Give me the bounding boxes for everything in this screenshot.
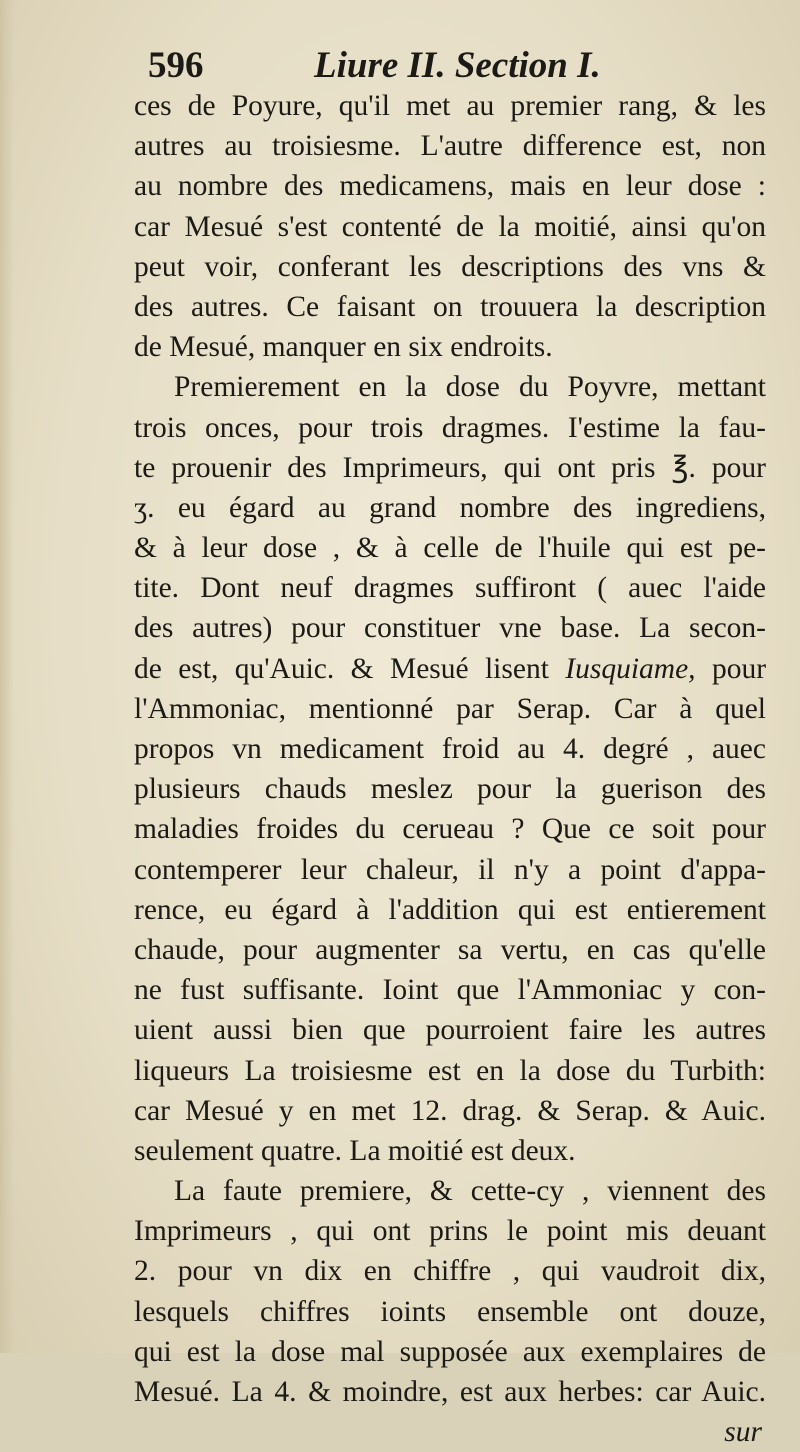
text-line: chaude, pour augmenter sa vertu, en cas qu'elle (134, 933, 766, 966)
text-line-with-italic (134, 649, 766, 689)
text-line: car Mesué s'est contenté de la moitié, ainsi qu'on (134, 210, 766, 243)
text-segment: pour (711, 652, 767, 685)
text-line: Mesué. La 4. & moindre, est aux herbes: car Auic. (134, 1376, 766, 1408)
text-segment: de est, qu'Auic. & Mesué lisent (134, 652, 549, 685)
text-line: car Mesué y en met 12. drag. & Serap. & Auic. (134, 1094, 766, 1127)
text-line: contemperer leur chaleur, il n'y a point d'appa- (134, 853, 766, 886)
text-line: des autres) pour constituer vne base. La secon- (134, 612, 766, 645)
page-number: 596 (148, 45, 204, 86)
text-line: des autres. Ce faisant on trouuera la description (134, 290, 766, 323)
text-line: propos vn medicament froid au 4. degré , auec (134, 733, 766, 765)
text-line: 2. pour vn dix en chiffre , qui vaudroit dix, (134, 1255, 766, 1288)
text-line: & à leur dose , & à celle de l'huile qui est pe- (134, 532, 766, 565)
text-line: au nombre des medicamens, mais en leur dose : (134, 170, 766, 203)
text-line: uient aussi bien que pourroient faire les autres (134, 1014, 766, 1047)
page-header-title: Liure II. Section I. (314, 45, 601, 86)
text-line: liqueurs La troisiesme est en la dose du Turbith: (134, 1054, 766, 1087)
text-line: qui est la dose mal supposée aux exemplaires de (134, 1335, 766, 1368)
page-edge-shadow (0, 0, 14, 1353)
text-line: plusieurs chauds meslez pour la guerison des (134, 773, 766, 806)
text-line: rence, eu égard à l'addition qui est entierement (134, 893, 766, 926)
text-line: ces de Poyure, qu'il met au premier rang, & les (134, 90, 766, 122)
text-line: La faute premiere, & cette-cy , viennent des (174, 1175, 766, 1208)
text-line: maladies froides du cerueau ? Que ce soit pour (134, 813, 766, 846)
text-line: ne fust suffisante. Ioint que l'Ammoniac y con- (134, 974, 766, 1007)
text-line: tite. Dont neuf dragmes suffiront ( auec l'aide (134, 572, 766, 605)
text-line: trois onces, pour trois dragmes. I'estime la fau- (134, 411, 766, 444)
text-line: seulement quatre. La moitié est deux. (134, 1134, 576, 1167)
catchword: sur (724, 1416, 762, 1449)
text-line: te prouenir des Imprimeurs, qui ont pris ℥. pour (134, 451, 766, 484)
text-line: lesquels chiffres ioints ensemble ont douze, (134, 1295, 766, 1328)
body-text (134, 86, 766, 1452)
italic-word: Iusquiame, (565, 652, 696, 685)
text-line: l'Ammoniac, mentionné par Serap. Car à quel (134, 692, 766, 725)
text-line: Premierement en la dose du Poyvre, mettant (174, 371, 766, 404)
text-line: peut voir, conferant les descriptions des vns & (134, 250, 766, 283)
text-line: ʒ. eu égard au grand nombre des ingrediens, (134, 491, 766, 524)
text-line: autres au troisiesme. L'autre difference est, non (134, 130, 766, 163)
text-line: Imprimeurs , qui ont prins le point mis deuant (134, 1215, 766, 1248)
text-line: de Mesué, manquer en six endroits. (134, 331, 553, 364)
